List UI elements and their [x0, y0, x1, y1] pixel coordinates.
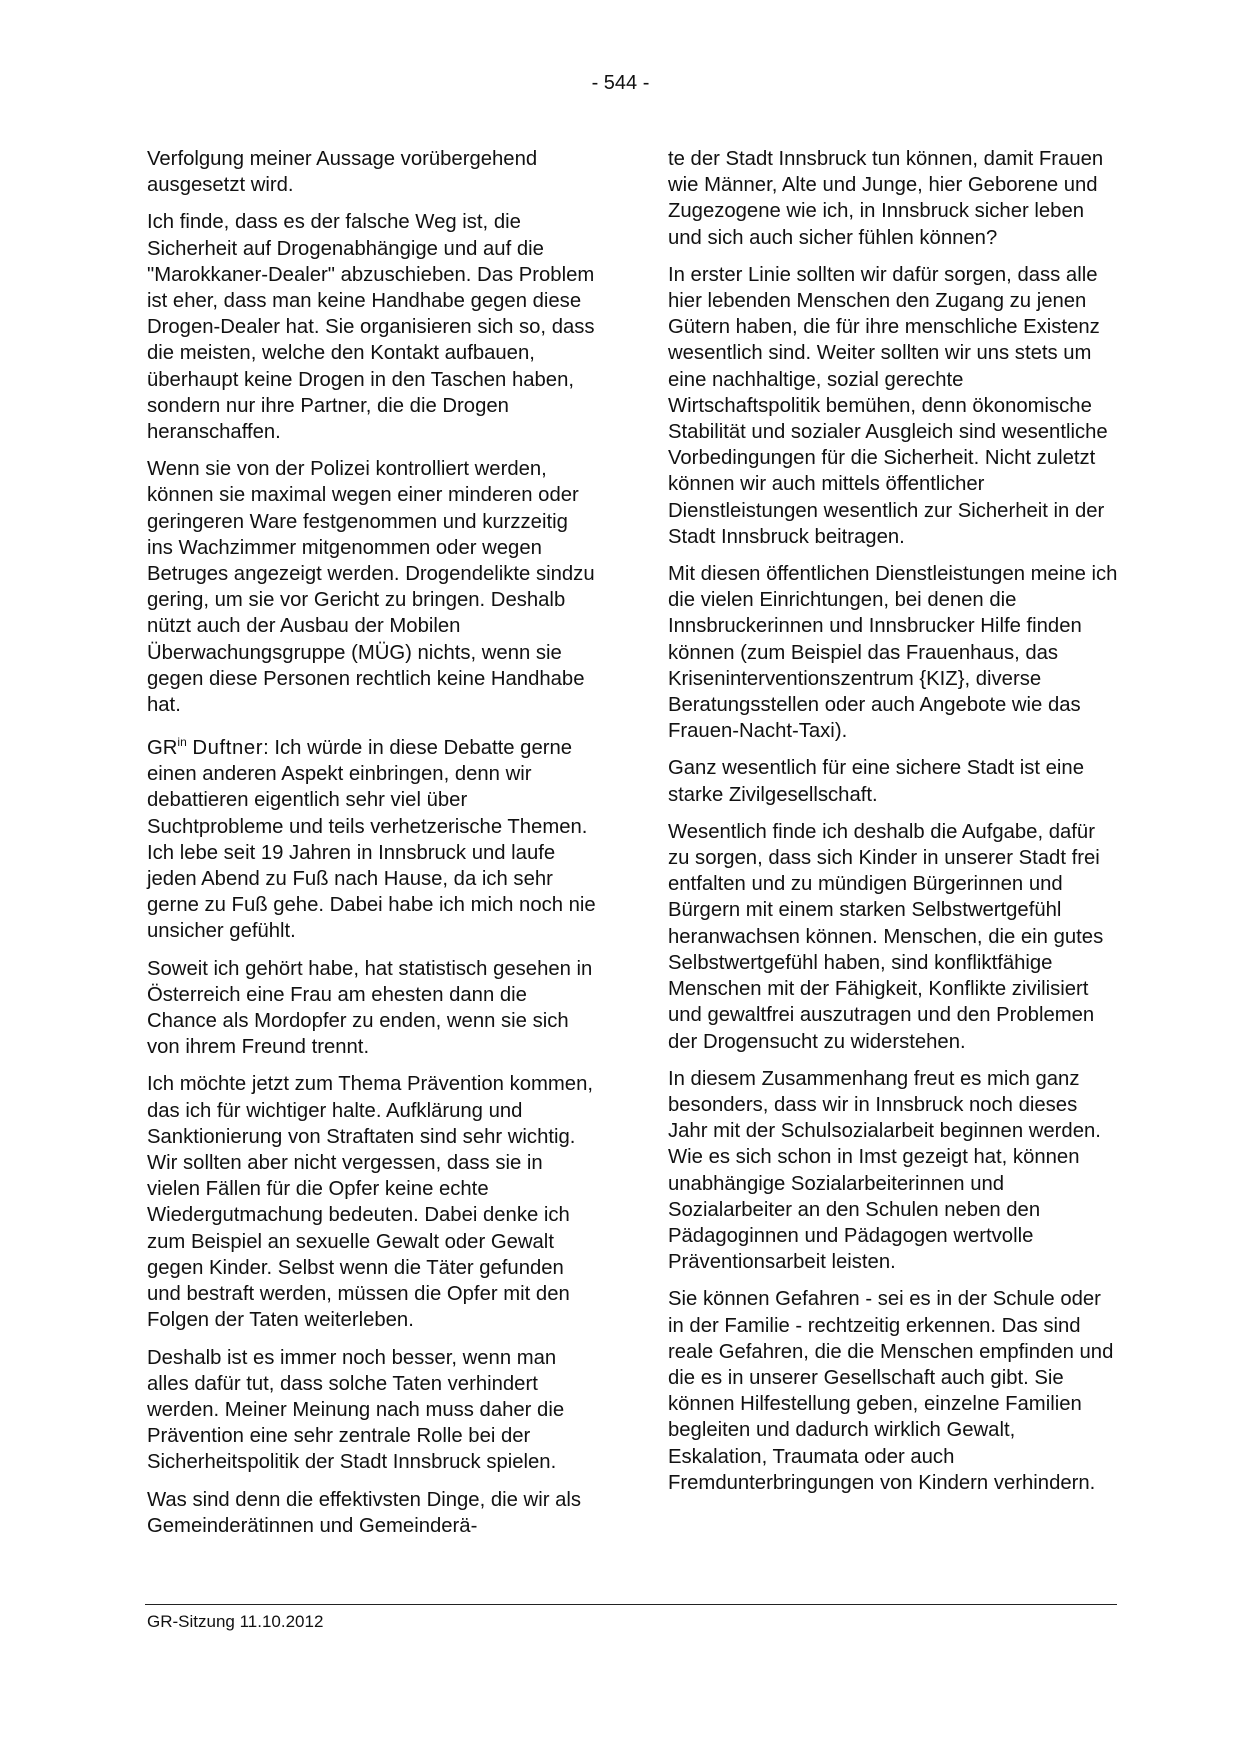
- paragraph: Deshalb ist es immer noch besser, wenn man alles dafür tut, dass solche Taten verhindert werden. Meiner Meinung nach muss daher die Prävention eine sehr zentrale Rolle bei der Sicherheitspolitik der Stadt Innsbruck spielen.: [147, 1346, 565, 1474]
- speaker-title-superscript: in: [177, 735, 187, 750]
- paragraph: Wesentlich finde ich deshalb die Aufgabe, dafür zu sorgen, dass sich Kinder in unserer Stadt frei entfalten und zu mündigen Bürgerinnen und Bürgern mit einem starken Selbstwertgefühl heranwachsen können. Menschen, die ein gutes Selbstwertgefühl haben, sind konfliktfähige Menschen mit der Fähigkeit, Konflikte zivilisiert und gewaltfrei auszutragen und den Problemen der Drogensucht zu widerstehen.: [668, 820, 1104, 1053]
- paragraph: Sie können Gefahren - sei es in der Schule oder in der Familie - rechtzeitig erkennen. Das sind reale Gefahren, die die Menschen empfinden und die es in unserer Gesellschaft auch gibt. Sie können Hilfestellung geben, einzelne Familien begleiten und dadurch wirklich Gewalt, Eskalation, Traumata oder auch Fremdunterbringungen von Kindern verhindern.: [668, 1288, 1114, 1494]
- speaker-paragraph: [147, 729, 599, 944]
- paragraph: In erster Linie sollten wir dafür sorgen, dass alle hier lebenden Menschen den Zugang zu jenen Gütern haben, die für ihre menschliche Existenz wesentlich sind. Weiter sollten wir uns stets um eine nachhaltige, sozial gerechte Wirtschaftspolitik bemühen, denn ökonomische Stabilität und sozialer Ausgleich sind wesentliche Vorbedingungen für die Sicherheit. Nicht zuletzt können wir auch mittels öffentlicher Dienstleistungen wesentlich zur Sicherheit in der Stadt Innsbruck beitragen.: [668, 263, 1108, 548]
- speaker-name: Duftner: [192, 737, 264, 760]
- paragraph: Ich möchte jetzt zum Thema Prävention kommen, das ich für wichtiger halte. Aufklärung und Sanktionierung von Straftaten sind sehr wichtig. Wir sollten aber nicht vergessen, dass sie in vielen Fällen für die Opfer keine echte Wiedergutmachung bedeuten. Dabei denke ich zum Beispiel an sexuelle Gewalt oder Gewalt gegen Kinder. Selbst wenn die Täter gefunden und bestraft werden, müssen die Opfer mit den Folgen der Taten weiterleben.: [147, 1073, 593, 1332]
- right-column: [668, 146, 1120, 1507]
- paragraph: Wenn sie von der Polizei kontrolliert werden, können sie maximal wegen einer minderen oder geringeren Ware festgenommen und kurzzeitig ins Wachzimmer mitgenommen oder wegen Betruges angezeigt werden. Drogendelikte sindzu gering, um sie vor Gericht zu bringen. Deshalb nützt auch der Ausbau der Mobilen Überwachungsgruppe (MÜG) nichts, wenn sie gegen diese Personen rechtlich keine Handhabe hat.: [147, 458, 595, 717]
- page-number: - 544 -: [591, 72, 650, 94]
- left-column: [147, 146, 599, 1550]
- paragraph: Mit diesen öffentlichen Dienstleistungen meine ich die vielen Einrichtungen, bei denen die Innsbruckerinnen und Innsbrucker Hilfe finden können (zum Beispiel das Frauenhaus, das Kriseninterventionszentrum {KIZ}, diverse Beratungsstellen oder auch Angebote wie das Frauen-Nacht-Taxi).: [668, 563, 1118, 743]
- paragraph: Verfolgung meiner Aussage vorübergehend ausgesetzt wird.: [147, 148, 538, 197]
- paragraph: Soweit ich gehört habe, hat statistisch gesehen in Österreich eine Frau am ehesten dann die Chance als Mordopfer zu enden, wenn sie sich von ihrem Freund trennt.: [147, 957, 593, 1059]
- footer-divider: [145, 1604, 1117, 1605]
- footer-session-date: GR-Sitzung 11.10.2012: [147, 1612, 324, 1631]
- paragraph: In diesem Zusammenhang freut es mich ganz besonders, dass wir in Innsbruck noch dieses Jahr mit der Schulsozialarbeit beginnen werden. Wie es sich schon in Imst gezeigt hat, können unabhängige Sozialarbeiterinnen und Sozialarbeiter an den Schulen neben den Pädagoginnen und Pädagogen wertvolle Präventionsarbeit leisten.: [668, 1067, 1101, 1274]
- speaker-title: GR: [147, 737, 178, 760]
- speaker-text: : Ich würde in diese Debatte gerne einen anderen Aspekt einbringen, denn wir debattieren eigentlich sehr viel über Suchtprobleme und teils verhetzerische Themen. Ich lebe seit 19 Jahren in Innsbruck und laufe jeden Abend zu Fuß nach Hause, da ich sehr gerne zu Fuß gehe. Dabei habe ich mich noch nie unsicher gefühlt.: [147, 737, 596, 943]
- paragraph: Ganz wesentlich für eine sichere Stadt ist eine starke Zivilgesellschaft.: [668, 757, 1084, 806]
- paragraph: te der Stadt Innsbruck tun können, damit Frauen wie Männer, Alte und Junge, hier Geborene und Zugezogene wie ich, in Innsbruck sicher leben und sich auch sicher fühlen können?: [668, 148, 1104, 249]
- paragraph: Was sind denn die effektivsten Dinge, die wir als Gemeinderätinnen und Gemeinderä-: [147, 1488, 582, 1537]
- paragraph: Ich finde, dass es der falsche Weg ist, die Sicherheit auf Drogenabhängige und auf die "Marokkaner-Dealer" abzuschieben. Das Problem ist eher, dass man keine Handhabe gegen diese Drogen-Dealer hat. Sie organisieren sich so, dass die meisten, welche den Kontakt aufbauen, überhaupt keine Drogen in den Taschen haben, sondern nur ihre Partner, die die Drogen heranschaffen.: [147, 211, 595, 444]
